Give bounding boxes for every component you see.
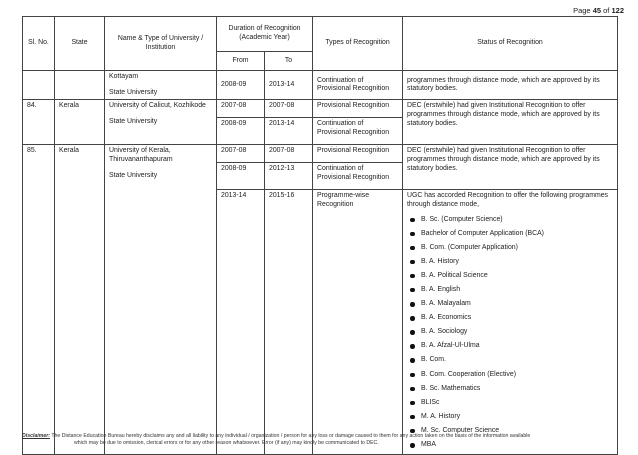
header-sl: Sl. No. bbox=[23, 17, 55, 71]
cell-status: DEC (erstwhile) had given Institutional Recognition to offer programmes through distance mode, which are approved by its statutory bodies. bbox=[403, 100, 618, 145]
disclaimer bbox=[22, 433, 618, 447]
university-name: University of Calicut, Kozhikode bbox=[109, 102, 206, 110]
list-item: B. Sc. (Computer Science) bbox=[407, 213, 613, 227]
cell-from: 2007-08 bbox=[217, 145, 265, 163]
page-number bbox=[573, 6, 624, 15]
cell-recognition: Continuation of Provisional Recognition bbox=[313, 118, 403, 145]
cell-state: Kerala bbox=[55, 145, 105, 455]
list-item: M. A. History bbox=[407, 410, 613, 424]
cell-from: 2008-09 bbox=[217, 118, 265, 145]
cell-sl: 84. bbox=[23, 100, 55, 145]
cell-name bbox=[105, 100, 217, 145]
cell-status bbox=[403, 190, 618, 455]
header-row bbox=[23, 17, 618, 52]
status-text: UGC has accorded Recognition to offer the following programmes through distance mode, bbox=[407, 192, 608, 208]
list-item: B. A. Political Science bbox=[407, 269, 613, 283]
cell-from: 2013-14 bbox=[217, 190, 265, 455]
cell-to: 2013-14 bbox=[265, 71, 313, 100]
cell-state bbox=[55, 71, 105, 100]
list-item: B. A. Sociology bbox=[407, 325, 613, 339]
page-current: 45 bbox=[592, 6, 602, 15]
table-row bbox=[23, 71, 618, 100]
list-item: B. Com. (Computer Application) bbox=[407, 241, 613, 255]
list-item: BLISc bbox=[407, 396, 613, 410]
table-row bbox=[23, 145, 618, 163]
programme-list bbox=[407, 213, 613, 453]
cell-recognition: Continuation of Provisional Recognition bbox=[313, 163, 403, 190]
header-name: Name & Type of University / Institution bbox=[105, 17, 217, 71]
cell-from: 2007-08 bbox=[217, 100, 265, 118]
header-types: Types of Recognition bbox=[313, 17, 403, 71]
header-duration: Duration of Recognition (Academic Year) bbox=[217, 17, 313, 52]
disclaimer-text: The Distance Education Bureau hereby disclaims any and all liability to any individual / organization / person for any loss or damage caused to them for any action taken on the basis of the information available bbox=[51, 433, 531, 439]
cell-sl bbox=[23, 71, 55, 100]
cell-to: 2013-14 bbox=[265, 118, 313, 145]
list-item: B. Com. bbox=[407, 353, 613, 367]
cell-recognition: Continuation of Provisional Recognition bbox=[313, 71, 403, 100]
cell-status: programmes through distance mode, which are approved by its statutory bodies. bbox=[403, 71, 618, 100]
header-to: To bbox=[265, 52, 313, 71]
cell-from: 2008-09 bbox=[217, 71, 265, 100]
cell-to: 2007-08 bbox=[265, 145, 313, 163]
list-item: MBA bbox=[407, 438, 613, 452]
university-type: State University bbox=[109, 171, 158, 179]
university-type: State University bbox=[109, 117, 158, 125]
list-item: B. A. English bbox=[407, 283, 613, 297]
header-status: Status of Recognition bbox=[403, 17, 618, 71]
page-total: 122 bbox=[611, 6, 624, 15]
university-name: Kottayam bbox=[109, 73, 139, 80]
list-item: B. A. Afzal-Ul-Ulma bbox=[407, 339, 613, 353]
table-row bbox=[23, 100, 618, 118]
page-prefix: Page bbox=[573, 6, 591, 15]
list-item: B. Com. Cooperation (Elective) bbox=[407, 368, 613, 382]
university-type: State University bbox=[109, 88, 158, 96]
cell-status: DEC (erstwhile) had given Institutional Recognition to offer programmes through distance mode, which are approved by its statutory bodies. bbox=[403, 145, 618, 190]
header-from: From bbox=[217, 52, 265, 71]
cell-sl: 85. bbox=[23, 145, 55, 455]
cell-name bbox=[105, 71, 217, 100]
list-item: B. A. Economics bbox=[407, 311, 613, 325]
list-item: M. Sc. Computer Science bbox=[407, 424, 613, 438]
cell-to: 2015-16 bbox=[265, 190, 313, 455]
cell-state: Kerala bbox=[55, 100, 105, 145]
list-item: B. Sc. Mathematics bbox=[407, 382, 613, 396]
cell-name bbox=[105, 145, 217, 455]
list-item: B. A. Malayalam bbox=[407, 297, 613, 311]
cell-to: 2007-08 bbox=[265, 100, 313, 118]
cell-from: 2008-09 bbox=[217, 163, 265, 190]
cell-recognition: Provisional Recognition bbox=[313, 145, 403, 163]
recognition-table bbox=[22, 16, 618, 455]
list-item: B. A. History bbox=[407, 255, 613, 269]
cell-to: 2012-13 bbox=[265, 163, 313, 190]
disclaimer-text-continued: which may be due to omission, clerical errors or for any other reason whatsoever. Error (if any) may kindly be communicated to DEC. bbox=[74, 440, 379, 447]
page-of: of bbox=[603, 6, 610, 15]
disclaimer-label: Disclaimer: bbox=[22, 433, 50, 439]
header-state: State bbox=[55, 17, 105, 71]
cell-recognition: Provisional Recognition bbox=[313, 100, 403, 118]
list-item: Bachelor of Computer Application (BCA) bbox=[407, 227, 613, 241]
university-name: University of Kerala, Thiruvananthapuram bbox=[109, 147, 173, 163]
cell-recognition: Programme-wise Recognition bbox=[313, 190, 403, 455]
